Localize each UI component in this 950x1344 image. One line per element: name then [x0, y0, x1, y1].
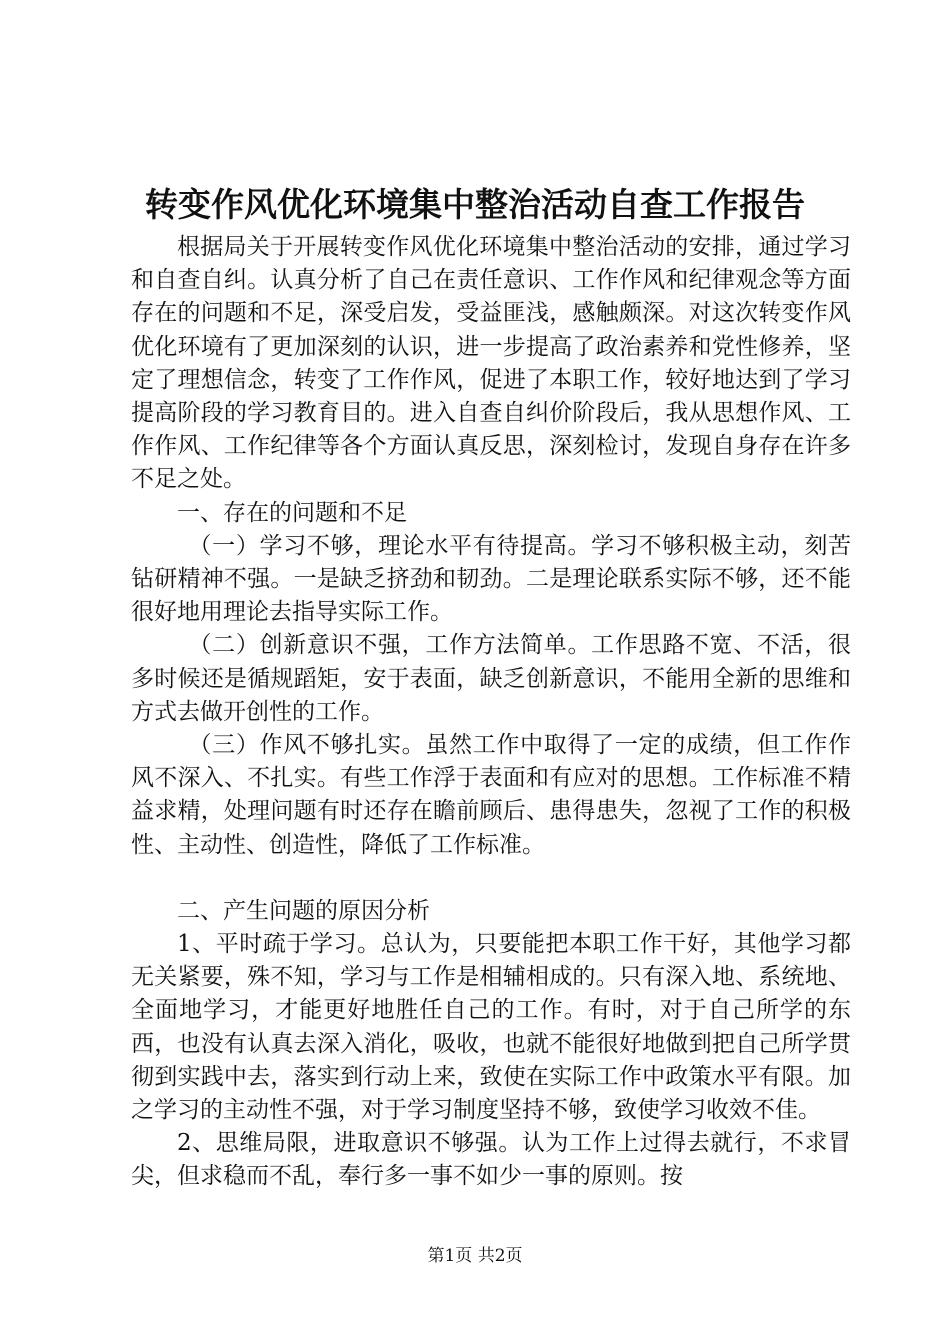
problem-item-2: （二）创新意识不强，工作方法简单。工作思路不宽、不活，很多时候还是循规蹈矩，安于表面，缺乏创新意识，不能用全新的思维和方式去做开创性的工作。	[131, 632, 851, 725]
cause-item-1: 1、平时疏于学习。总认为，只要能把本职工作干好，其他学习都无关紧要，殊不知，学习与工作是相辅相成的。只有深入地、系统地、全面地学习，才能更好地胜任自己的工作。有时，对于自己所学的东西，也没有认真去深入消化，吸收，也就不能很好地做到把自己所学贯彻到实践中去，落实到行动上来，致使在实际工作中政策水平有限。加之学习的主动性不强，对于学习制度坚持不够，致使学习收效不佳。	[131, 931, 851, 1124]
section-heading-problems: 一、存在的问题和不足	[177, 499, 407, 526]
problem-item-1: （一）学习不够，理论水平有待提高。学习不够积极主动，刻苦钻研精神不强。一是缺乏挤劲和韧劲。二是理论联系实际不够，还不能很好地用理论去指导实际工作。	[131, 532, 851, 626]
section-heading-causes: 二、产生问题的原因分析	[177, 897, 430, 924]
document-title: 转变作风优化环境集中整治活动自查工作报告	[145, 185, 805, 224]
intro-paragraph: 根据局关于开展转变作风优化环境集中整治活动的安排，通过学习和自查自纠。认真分析了自己在责任意识、工作作风和纪律观念等方面存在的问题和不足，深受启发，受益匪浅，感触颇深。对这次转变作风优化环境有了更加深刻的认识，进一步提高了政治素养和党性修养，坚定了理想信念，转变了工作作风，促进了本职工作，较好地达到了学习提高阶段的学习教育目的。进入自查自纠价阶段后，我从思想作风、工作作风、工作纪律等各个方面认真反思，深刻检讨，发现自身存在许多不足之处。	[131, 234, 851, 493]
page-number-footer: 第1页 共2页	[427, 1246, 523, 1266]
cause-item-2: 2、思维局限，进取意识不够强。认为工作上过得去就行，不求冒尖，但求稳而不乱，奉行多一事不如少一事的原则。按	[131, 1130, 851, 1190]
document-body	[131, 231, 851, 1194]
problem-item-3: （三）作风不够扎实。虽然工作中取得了一定的成绩，但工作作风不深入、不扎实。有些工作浮于表面和有应对的思想。工作标准不精益求精，处理问题有时还存在瞻前顾后、患得患失，忽视了工作的积极性、主动性、创造性，降低了工作标准。	[131, 732, 851, 858]
